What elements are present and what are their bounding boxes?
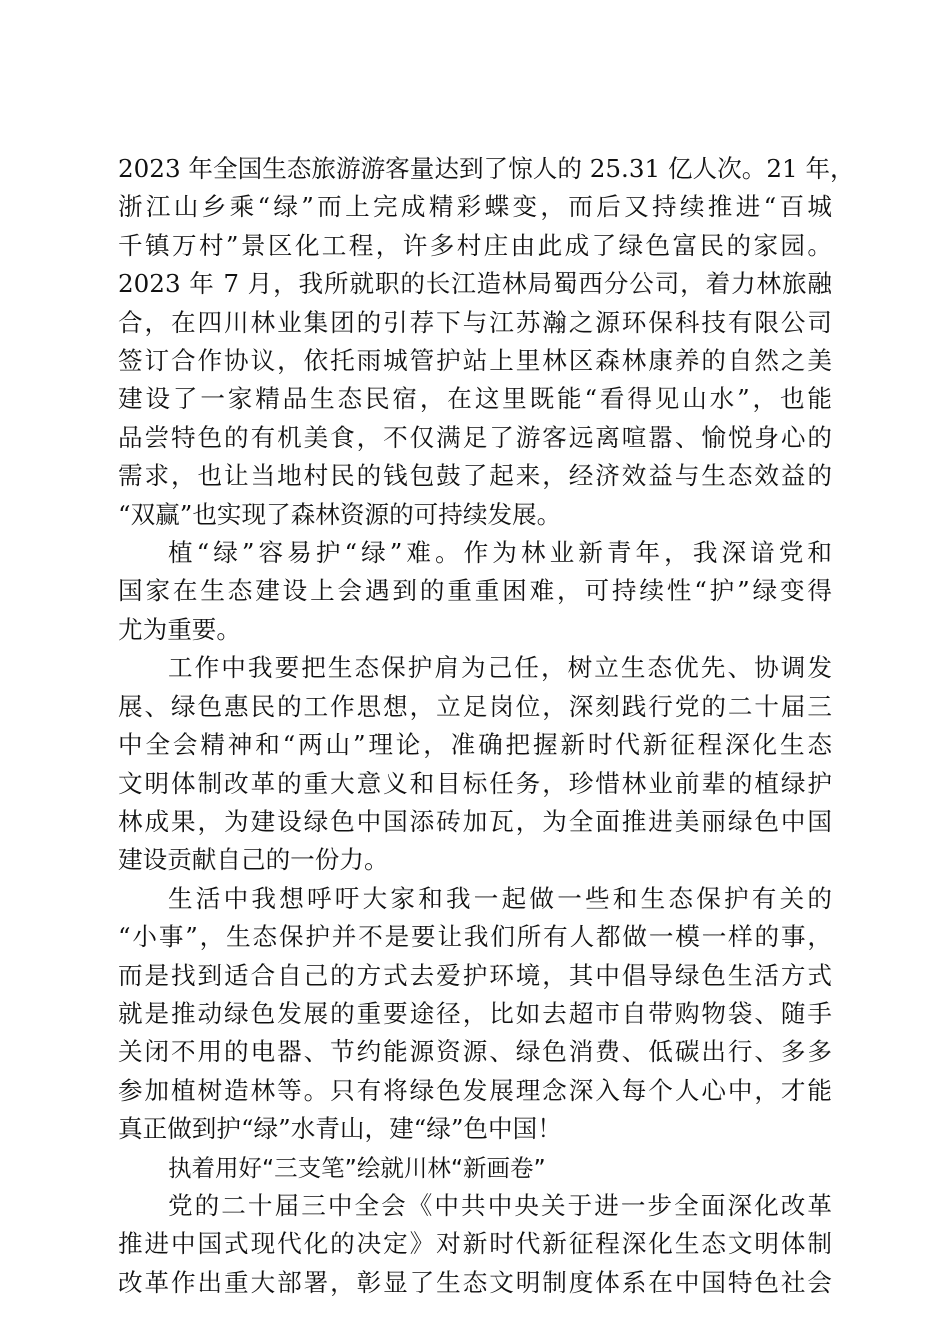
text-line: 合，在四川林业集团的引荐下与江苏瀚之源环保科技有限公司 [118, 307, 832, 337]
text-line: 而是找到适合自己的方式去爱护环境，其中倡导绿色生活方式 [118, 960, 832, 990]
document-page [118, 150, 855, 1302]
text-line: 文明体制改革的重大意义和目标任务，珍惜林业前辈的植绿护 [118, 768, 832, 798]
paragraph-life [118, 880, 832, 1149]
text-line: 推进中国式现代化的决定》对新时代新征程深化生态文明体制 [118, 1229, 832, 1259]
text-line: 关闭不用的电器、节约能源资源、绿色消费、低碳出行、多多 [118, 1037, 832, 1067]
text-line: 植“绿”容易护“绿”难。作为林业新青年，我深谙党和 [168, 538, 832, 568]
paragraph-work [118, 649, 832, 879]
text-line: 展、绿色惠民的工作思想，立足岗位，深刻践行党的二十届三 [118, 691, 832, 721]
text-line: 尤为重要。 [118, 614, 241, 644]
text-line: 签订合作协议，依托雨城管护站上里林区森林康养的自然之美 [118, 346, 832, 376]
text-line: 工作中我要把生态保护肩为己任，树立生态优先、协调发 [168, 653, 832, 683]
text-line: 党的二十届三中全会《中共中央关于进一步全面深化改革 [168, 1190, 832, 1220]
text-line: 参加植树造林等。只有将绿色发展理念深入每个人心中，才能 [118, 1075, 832, 1105]
text-line: 2023 年 7 月，我所就职的长江造林局蜀西分公司，着力林旅融 [118, 269, 832, 299]
text-line: 品尝特色的有机美食，不仅满足了游客远离喧嚣、愉悦身心的 [118, 422, 832, 452]
section-heading: 执着用好“三支笔”绘就川林“新画卷” [168, 1153, 546, 1182]
text-line: “小事”，生态保护并不是要让我们所有人都做一模一样的事， [118, 922, 832, 952]
text-line: 林成果，为建设绿色中国添砖加瓦，为全面推进美丽绿色中国 [118, 806, 832, 836]
text-line: 建设了一家精品生态民宿，在这里既能“看得见山水”，也能 [118, 384, 832, 414]
paragraph-ecotourism [118, 150, 855, 534]
text-line: “双赢”也实现了森林资源的可持续发展。 [118, 499, 562, 529]
text-line: 建设贡献自己的一份力。 [118, 845, 389, 875]
text-line: 改革作出重大部署，彰显了生态文明制度体系在中国特色社会 [118, 1267, 832, 1297]
text-line: 2023 年全国生态旅游游客量达到了惊人的 25.31 亿人次。21 年， [118, 154, 855, 183]
text-line: 千镇万村”景区化工程，许多村庄由此成了绿色富民的家园。 [118, 230, 832, 260]
paragraph-third-plenum [118, 1187, 832, 1302]
text-line: 浙江山乡乘“绿”而上完成精彩蝶变，而后又持续推进“百城 [118, 192, 832, 222]
text-line: 真正做到护“绿”水青山，建“绿”色中国！ [118, 1114, 562, 1144]
text-line: 中全会精神和“两山”理论，准确把握新时代新征程深化生态 [118, 730, 832, 760]
text-line: 需求，也让当地村民的钱包鼓了起来，经济效益与生态效益的 [118, 461, 832, 491]
text-line: 国家在生态建设上会遇到的重重困难，可持续性“护”绿变得 [118, 576, 832, 606]
paragraph-protect-green [118, 534, 832, 649]
text-line: 就是推动绿色发展的重要途径，比如去超市自带购物袋、随手 [118, 998, 832, 1028]
text-line: 生活中我想呼吁大家和我一起做一些和生态保护有关的 [168, 883, 832, 913]
